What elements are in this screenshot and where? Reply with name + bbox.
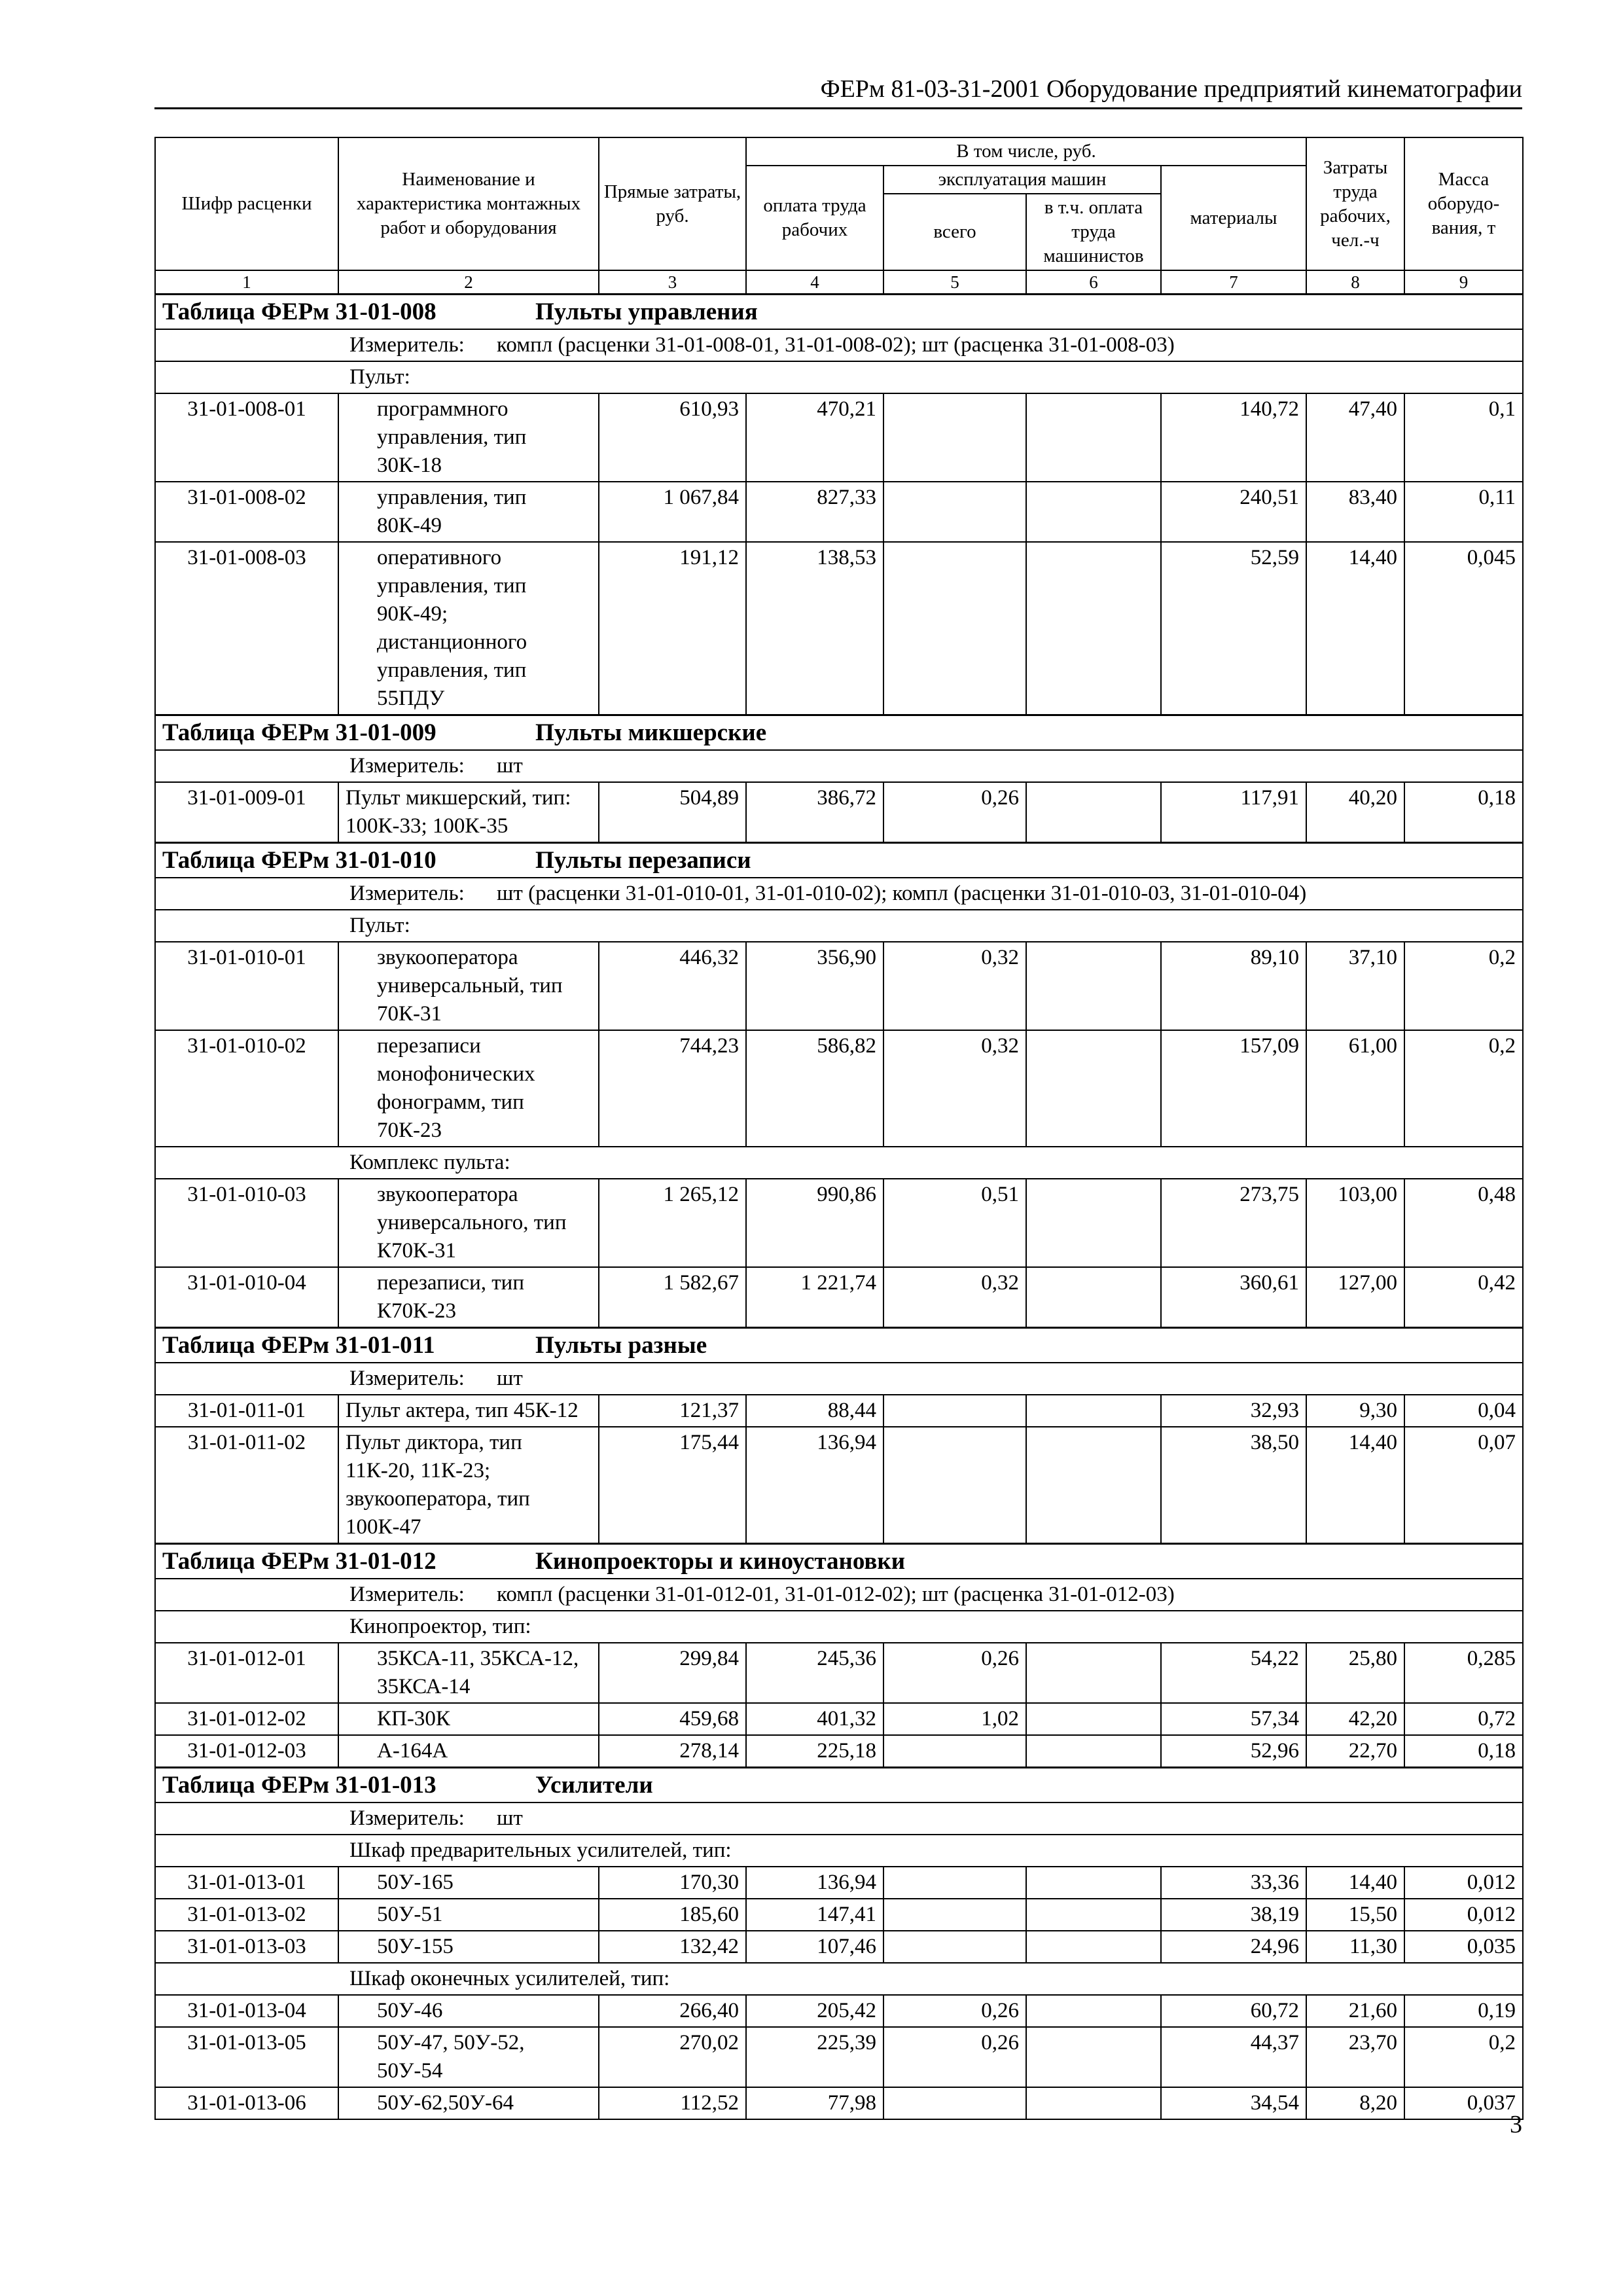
direct-cost-cell: 191,12: [599, 542, 746, 715]
machines-cost-cell: [883, 393, 1026, 482]
labor-hours-cell: 83,40: [1306, 482, 1404, 542]
rate-code-cell: 31-01-013-03: [155, 1931, 338, 1963]
table-title: Пульты управления: [535, 298, 758, 325]
machinist-pay-cell: [1026, 782, 1161, 843]
mass-cell: 0,48: [1404, 1179, 1523, 1267]
table-number: Таблица ФЕРм 31-01-010: [162, 847, 437, 874]
labor-pay-cell: 136,94: [746, 1867, 883, 1899]
labor-hours-cell: 14,40: [1306, 1867, 1404, 1899]
machinist-pay-cell: [1026, 1427, 1161, 1544]
machinist-pay-cell: [1026, 1931, 1161, 1963]
section-title-row: [155, 1768, 1523, 1803]
labor-pay-cell: 1 221,74: [746, 1267, 883, 1328]
meter-row: [155, 878, 1523, 910]
mass-cell: 0,42: [1404, 1267, 1523, 1328]
section-title: [155, 295, 1523, 330]
mass-cell: 0,012: [1404, 1899, 1523, 1931]
table-row: [155, 2087, 1523, 2119]
machines-cost-cell: [883, 1427, 1026, 1544]
mass-cell: 0,2: [1404, 942, 1523, 1030]
labor-pay-cell: 147,41: [746, 1899, 883, 1931]
column-number: 7: [1161, 270, 1306, 295]
machines-cost-cell: [883, 1395, 1026, 1427]
labor-pay-cell: 205,42: [746, 1995, 883, 2027]
labor-hours-cell: 103,00: [1306, 1179, 1404, 1267]
meter-value: шт (расценки 31-01-010-01, 31-01-010-02); компл (расценки 31-01-010-03, 31-01-010-04): [497, 882, 1307, 905]
meter-value: шт: [497, 754, 523, 778]
machinist-pay-cell: [1026, 1735, 1161, 1768]
table-row: [155, 1179, 1523, 1267]
meter-cell: [155, 878, 1523, 910]
item-name-cell: оперативного управления, тип 90К-49; дистанционного управления, тип 55ПДУ: [338, 542, 599, 715]
mass-cell: 0,18: [1404, 1735, 1523, 1768]
table-title: Кинопроекторы и киноустановки: [535, 1548, 906, 1575]
item-name-cell: звукооператора универсального, тип К70К-31: [338, 1179, 599, 1267]
rate-code-cell: 31-01-008-01: [155, 393, 338, 482]
meter-label: Измеритель:: [349, 1367, 465, 1390]
labor-pay-cell: 225,39: [746, 2027, 883, 2087]
mass-cell: 0,18: [1404, 782, 1523, 843]
group-label: Шкаф оконечных усилителей, тип:: [155, 1963, 1523, 1995]
machines-cost-cell: 1,02: [883, 1703, 1026, 1735]
labor-pay-cell: 138,53: [746, 542, 883, 715]
machinist-pay-cell: [1026, 942, 1161, 1030]
section-title: [155, 843, 1523, 878]
col-header-including: В том числе, руб.: [746, 137, 1306, 166]
table-number: Таблица ФЕРм 31-01-009: [162, 719, 437, 746]
table-row: [155, 1267, 1523, 1328]
table-header: [155, 137, 1523, 295]
table-body: [155, 295, 1523, 2120]
section-title-row: [155, 843, 1523, 878]
rate-code-cell: 31-01-010-01: [155, 942, 338, 1030]
rate-code-cell: 31-01-013-05: [155, 2027, 338, 2087]
direct-cost-cell: 278,14: [599, 1735, 746, 1768]
group-row: [155, 1835, 1523, 1867]
item-name-cell: управления, тип 80К-49: [338, 482, 599, 542]
labor-pay-cell: 827,33: [746, 482, 883, 542]
group-row: [155, 361, 1523, 393]
mass-cell: 0,72: [1404, 1703, 1523, 1735]
labor-pay-cell: 88,44: [746, 1395, 883, 1427]
materials-cell: 38,19: [1161, 1899, 1306, 1931]
section-title: [155, 1328, 1523, 1363]
labor-hours-cell: 25,80: [1306, 1643, 1404, 1703]
mass-cell: 0,2: [1404, 2027, 1523, 2087]
column-numbers-row: [155, 270, 1523, 295]
rate-code-cell: 31-01-013-04: [155, 1995, 338, 2027]
materials-cell: 44,37: [1161, 2027, 1306, 2087]
meter-row: [155, 1803, 1523, 1835]
materials-cell: 273,75: [1161, 1179, 1306, 1267]
direct-cost-cell: 1 582,67: [599, 1267, 746, 1328]
machinist-pay-cell: [1026, 1267, 1161, 1328]
col-header-machines: эксплуатация машин: [883, 166, 1161, 194]
meter-row: [155, 1579, 1523, 1611]
item-name-cell: Пульт актера, тип 45К-12: [338, 1395, 599, 1427]
mass-cell: 0,04: [1404, 1395, 1523, 1427]
materials-cell: 360,61: [1161, 1267, 1306, 1328]
col-header-machines-pay: в т.ч. оплата труда машинистов: [1026, 194, 1161, 270]
col-header-mass: Масса оборудо-вания, т: [1404, 137, 1523, 270]
mass-cell: 0,07: [1404, 1427, 1523, 1544]
item-name-cell: программного управления, тип 30К-18: [338, 393, 599, 482]
table-number: Таблица ФЕРм 31-01-011: [162, 1332, 435, 1359]
machines-cost-cell: 0,26: [883, 2027, 1026, 2087]
item-name-cell: 50У-47, 50У-52, 50У-54: [338, 2027, 599, 2087]
direct-cost-cell: 504,89: [599, 782, 746, 843]
labor-hours-cell: 40,20: [1306, 782, 1404, 843]
col-header-code: Шифр расценки: [155, 137, 338, 270]
labor-hours-cell: 14,40: [1306, 542, 1404, 715]
item-name-cell: 35КСА-11, 35КСА-12, 35КСА-14: [338, 1643, 599, 1703]
mass-cell: 0,285: [1404, 1643, 1523, 1703]
machinist-pay-cell: [1026, 1179, 1161, 1267]
meter-label: Измеритель:: [349, 754, 465, 778]
mass-cell: 0,012: [1404, 1867, 1523, 1899]
rate-code-cell: 31-01-009-01: [155, 782, 338, 843]
group-label: Кинопроектор, тип:: [155, 1611, 1523, 1643]
machines-cost-cell: 0,32: [883, 1267, 1026, 1328]
rate-code-cell: 31-01-011-01: [155, 1395, 338, 1427]
materials-cell: 57,34: [1161, 1703, 1306, 1735]
meter-cell: [155, 329, 1523, 361]
table-number: Таблица ФЕРм 31-01-008: [162, 298, 437, 325]
mass-cell: 0,11: [1404, 482, 1523, 542]
mass-cell: 0,045: [1404, 542, 1523, 715]
direct-cost-cell: 299,84: [599, 1643, 746, 1703]
section-title-row: [155, 1544, 1523, 1579]
labor-pay-cell: 136,94: [746, 1427, 883, 1544]
meter-value: шт: [497, 1806, 523, 1830]
item-name-cell: 50У-51: [338, 1899, 599, 1931]
machines-cost-cell: [883, 482, 1026, 542]
meter-cell: [155, 750, 1523, 782]
column-number: 9: [1404, 270, 1523, 295]
item-name-cell: 50У-46: [338, 1995, 599, 2027]
machines-cost-cell: 0,32: [883, 942, 1026, 1030]
machines-cost-cell: 0,26: [883, 782, 1026, 843]
direct-cost-cell: 446,32: [599, 942, 746, 1030]
column-number: 6: [1026, 270, 1161, 295]
column-number: 4: [746, 270, 883, 295]
labor-pay-cell: 225,18: [746, 1735, 883, 1768]
materials-cell: 32,93: [1161, 1395, 1306, 1427]
machines-cost-cell: 0,26: [883, 1643, 1026, 1703]
direct-cost-cell: 132,42: [599, 1931, 746, 1963]
materials-cell: 52,96: [1161, 1735, 1306, 1768]
meter-row: [155, 329, 1523, 361]
rate-code-cell: 31-01-013-02: [155, 1899, 338, 1931]
labor-hours-cell: 37,10: [1306, 942, 1404, 1030]
rate-code-cell: 31-01-013-06: [155, 2087, 338, 2119]
table-row: [155, 1995, 1523, 2027]
labor-hours-cell: 47,40: [1306, 393, 1404, 482]
materials-cell: 33,36: [1161, 1867, 1306, 1899]
item-name-cell: А-164А: [338, 1735, 599, 1768]
group-label: Комплекс пульта:: [155, 1147, 1523, 1179]
group-label: Пульт:: [155, 910, 1523, 942]
labor-hours-cell: 15,50: [1306, 1899, 1404, 1931]
materials-cell: 54,22: [1161, 1643, 1306, 1703]
col-header-name: Наименование и характеристика монтажных работ и оборудования: [338, 137, 599, 270]
labor-pay-cell: 77,98: [746, 2087, 883, 2119]
table-title: Пульты перезаписи: [535, 847, 751, 874]
rate-code-cell: 31-01-012-03: [155, 1735, 338, 1768]
direct-cost-cell: 185,60: [599, 1899, 746, 1931]
direct-cost-cell: 266,40: [599, 1995, 746, 2027]
machines-cost-cell: [883, 1931, 1026, 1963]
labor-pay-cell: 586,82: [746, 1030, 883, 1147]
meter-label: Измеритель:: [349, 1583, 465, 1606]
labor-pay-cell: 107,46: [746, 1931, 883, 1963]
machinist-pay-cell: [1026, 2027, 1161, 2087]
section-title-row: [155, 715, 1523, 751]
labor-pay-cell: 401,32: [746, 1703, 883, 1735]
item-name-cell: 50У-155: [338, 1931, 599, 1963]
table-title: Пульты разные: [535, 1332, 707, 1359]
materials-cell: 117,91: [1161, 782, 1306, 843]
machines-cost-cell: 0,51: [883, 1179, 1026, 1267]
column-number: 3: [599, 270, 746, 295]
rate-code-cell: 31-01-013-01: [155, 1867, 338, 1899]
machinist-pay-cell: [1026, 542, 1161, 715]
machines-cost-cell: [883, 1899, 1026, 1931]
machines-cost-cell: 0,32: [883, 1030, 1026, 1147]
rate-code-cell: 31-01-010-03: [155, 1179, 338, 1267]
table-number: Таблица ФЕРм 31-01-012: [162, 1548, 437, 1575]
meter-label: Измеритель:: [349, 1806, 465, 1830]
group-row: [155, 910, 1523, 942]
rate-code-cell: 31-01-012-01: [155, 1643, 338, 1703]
table-row: [155, 1899, 1523, 1931]
table-row: [155, 542, 1523, 715]
machines-cost-cell: [883, 2087, 1026, 2119]
labor-pay-cell: 470,21: [746, 393, 883, 482]
machines-cost-cell: [883, 542, 1026, 715]
machinist-pay-cell: [1026, 482, 1161, 542]
labor-pay-cell: 356,90: [746, 942, 883, 1030]
labor-hours-cell: 21,60: [1306, 1995, 1404, 2027]
rate-code-cell: 31-01-010-02: [155, 1030, 338, 1147]
column-number: 2: [338, 270, 599, 295]
col-header-materials: материалы: [1161, 166, 1306, 270]
materials-cell: 240,51: [1161, 482, 1306, 542]
table-row: [155, 1931, 1523, 1963]
column-number: 1: [155, 270, 338, 295]
materials-cell: 38,50: [1161, 1427, 1306, 1544]
labor-hours-cell: 61,00: [1306, 1030, 1404, 1147]
section-title-row: [155, 1328, 1523, 1363]
labor-hours-cell: 23,70: [1306, 2027, 1404, 2087]
meter-value: компл (расценки 31-01-012-01, 31-01-012-02); шт (расценка 31-01-012-03): [497, 1583, 1175, 1606]
table-title: Пульты микшерские: [535, 719, 767, 746]
item-name-cell: 50У-62,50У-64: [338, 2087, 599, 2119]
item-name-cell: КП-30К: [338, 1703, 599, 1735]
item-name-cell: Пульт диктора, тип 11К-20, 11К-23; звукооператора, тип 100К-47: [338, 1427, 599, 1544]
labor-hours-cell: 11,30: [1306, 1931, 1404, 1963]
col-header-machines-total: всего: [883, 194, 1026, 270]
labor-hours-cell: 127,00: [1306, 1267, 1404, 1328]
table-row: [155, 1030, 1523, 1147]
running-header: ФЕРм 81-03-31-2001 Оборудование предприятий кинематографии: [154, 73, 1522, 109]
machinist-pay-cell: [1026, 1867, 1161, 1899]
column-number: 5: [883, 270, 1026, 295]
column-number: 8: [1306, 270, 1404, 295]
direct-cost-cell: 121,37: [599, 1395, 746, 1427]
labor-hours-cell: 8,20: [1306, 2087, 1404, 2119]
rate-code-cell: 31-01-010-04: [155, 1267, 338, 1328]
item-name-cell: перезаписи, тип К70К-23: [338, 1267, 599, 1328]
machines-cost-cell: [883, 1735, 1026, 1768]
col-header-direct: Прямые затраты, руб.: [599, 137, 746, 270]
group-row: [155, 1611, 1523, 1643]
table-row: [155, 1427, 1523, 1544]
meter-cell: [155, 1803, 1523, 1835]
group-label: Шкаф предварительных усилителей, тип:: [155, 1835, 1523, 1867]
labor-hours-cell: 22,70: [1306, 1735, 1404, 1768]
machinist-pay-cell: [1026, 1643, 1161, 1703]
group-row: [155, 1147, 1523, 1179]
direct-cost-cell: 1 067,84: [599, 482, 746, 542]
table-row: [155, 782, 1523, 843]
meter-cell: [155, 1579, 1523, 1611]
rate-code-cell: 31-01-008-02: [155, 482, 338, 542]
table-row: [155, 1703, 1523, 1735]
labor-hours-cell: 14,40: [1306, 1427, 1404, 1544]
direct-cost-cell: 175,44: [599, 1427, 746, 1544]
direct-cost-cell: 112,52: [599, 2087, 746, 2119]
item-name-cell: 50У-165: [338, 1867, 599, 1899]
direct-cost-cell: 1 265,12: [599, 1179, 746, 1267]
meter-label: Измеритель:: [349, 333, 465, 357]
table-row: [155, 1395, 1523, 1427]
labor-hours-cell: 42,20: [1306, 1703, 1404, 1735]
meter-value: компл (расценки 31-01-008-01, 31-01-008-02); шт (расценка 31-01-008-03): [497, 333, 1175, 357]
mass-cell: 0,19: [1404, 1995, 1523, 2027]
labor-pay-cell: 990,86: [746, 1179, 883, 1267]
direct-cost-cell: 610,93: [599, 393, 746, 482]
section-title-row: [155, 295, 1523, 330]
materials-cell: 140,72: [1161, 393, 1306, 482]
table-row: [155, 482, 1523, 542]
section-title: [155, 1768, 1523, 1803]
table-row: [155, 1643, 1523, 1703]
mass-cell: 0,2: [1404, 1030, 1523, 1147]
materials-cell: 34,54: [1161, 2087, 1306, 2119]
machinist-pay-cell: [1026, 393, 1161, 482]
table-title: Усилители: [535, 1772, 653, 1799]
item-name-cell: Пульт микшерский, тип: 100К-33; 100К-35: [338, 782, 599, 843]
mass-cell: 0,035: [1404, 1931, 1523, 1963]
table-row: [155, 1735, 1523, 1768]
group-label: Пульт:: [155, 361, 1523, 393]
meter-value: шт: [497, 1367, 523, 1390]
direct-cost-cell: 270,02: [599, 2027, 746, 2087]
meter-cell: [155, 1363, 1523, 1395]
rate-code-cell: 31-01-012-02: [155, 1703, 338, 1735]
rate-code-cell: 31-01-011-02: [155, 1427, 338, 1544]
machines-cost-cell: [883, 1867, 1026, 1899]
item-name-cell: перезаписи монофонических фонограмм, тип 70К-23: [338, 1030, 599, 1147]
meter-label: Измеритель:: [349, 882, 465, 905]
mass-cell: 0,1: [1404, 393, 1523, 482]
direct-cost-cell: 744,23: [599, 1030, 746, 1147]
rate-code-cell: 31-01-008-03: [155, 542, 338, 715]
machines-cost-cell: 0,26: [883, 1995, 1026, 2027]
table-row: [155, 942, 1523, 1030]
direct-cost-cell: 170,30: [599, 1867, 746, 1899]
materials-cell: 52,59: [1161, 542, 1306, 715]
section-title: [155, 1544, 1523, 1579]
table-row: [155, 393, 1523, 482]
machinist-pay-cell: [1026, 2087, 1161, 2119]
labor-pay-cell: 245,36: [746, 1643, 883, 1703]
meter-row: [155, 1363, 1523, 1395]
machinist-pay-cell: [1026, 1703, 1161, 1735]
table-row: [155, 2027, 1523, 2087]
materials-cell: 157,09: [1161, 1030, 1306, 1147]
meter-row: [155, 750, 1523, 782]
section-title: [155, 715, 1523, 751]
direct-cost-cell: 459,68: [599, 1703, 746, 1735]
materials-cell: 89,10: [1161, 942, 1306, 1030]
price-table: [154, 137, 1524, 2120]
group-row: [155, 1963, 1523, 1995]
page-number: 3: [1510, 2111, 1522, 2138]
col-header-labor-pay: оплата труда рабочих: [746, 166, 883, 270]
col-header-labor-cost: Затраты труда рабочих, чел.-ч: [1306, 137, 1404, 270]
labor-pay-cell: 386,72: [746, 782, 883, 843]
mass-cell: 0,037: [1404, 2087, 1523, 2119]
table-number: Таблица ФЕРм 31-01-013: [162, 1772, 437, 1799]
table-row: [155, 1867, 1523, 1899]
machinist-pay-cell: [1026, 1899, 1161, 1931]
item-name-cell: звукооператора универсальный, тип 70К-31: [338, 942, 599, 1030]
machinist-pay-cell: [1026, 1395, 1161, 1427]
machinist-pay-cell: [1026, 1030, 1161, 1147]
machinist-pay-cell: [1026, 1995, 1161, 2027]
labor-hours-cell: 9,30: [1306, 1395, 1404, 1427]
materials-cell: 24,96: [1161, 1931, 1306, 1963]
materials-cell: 60,72: [1161, 1995, 1306, 2027]
